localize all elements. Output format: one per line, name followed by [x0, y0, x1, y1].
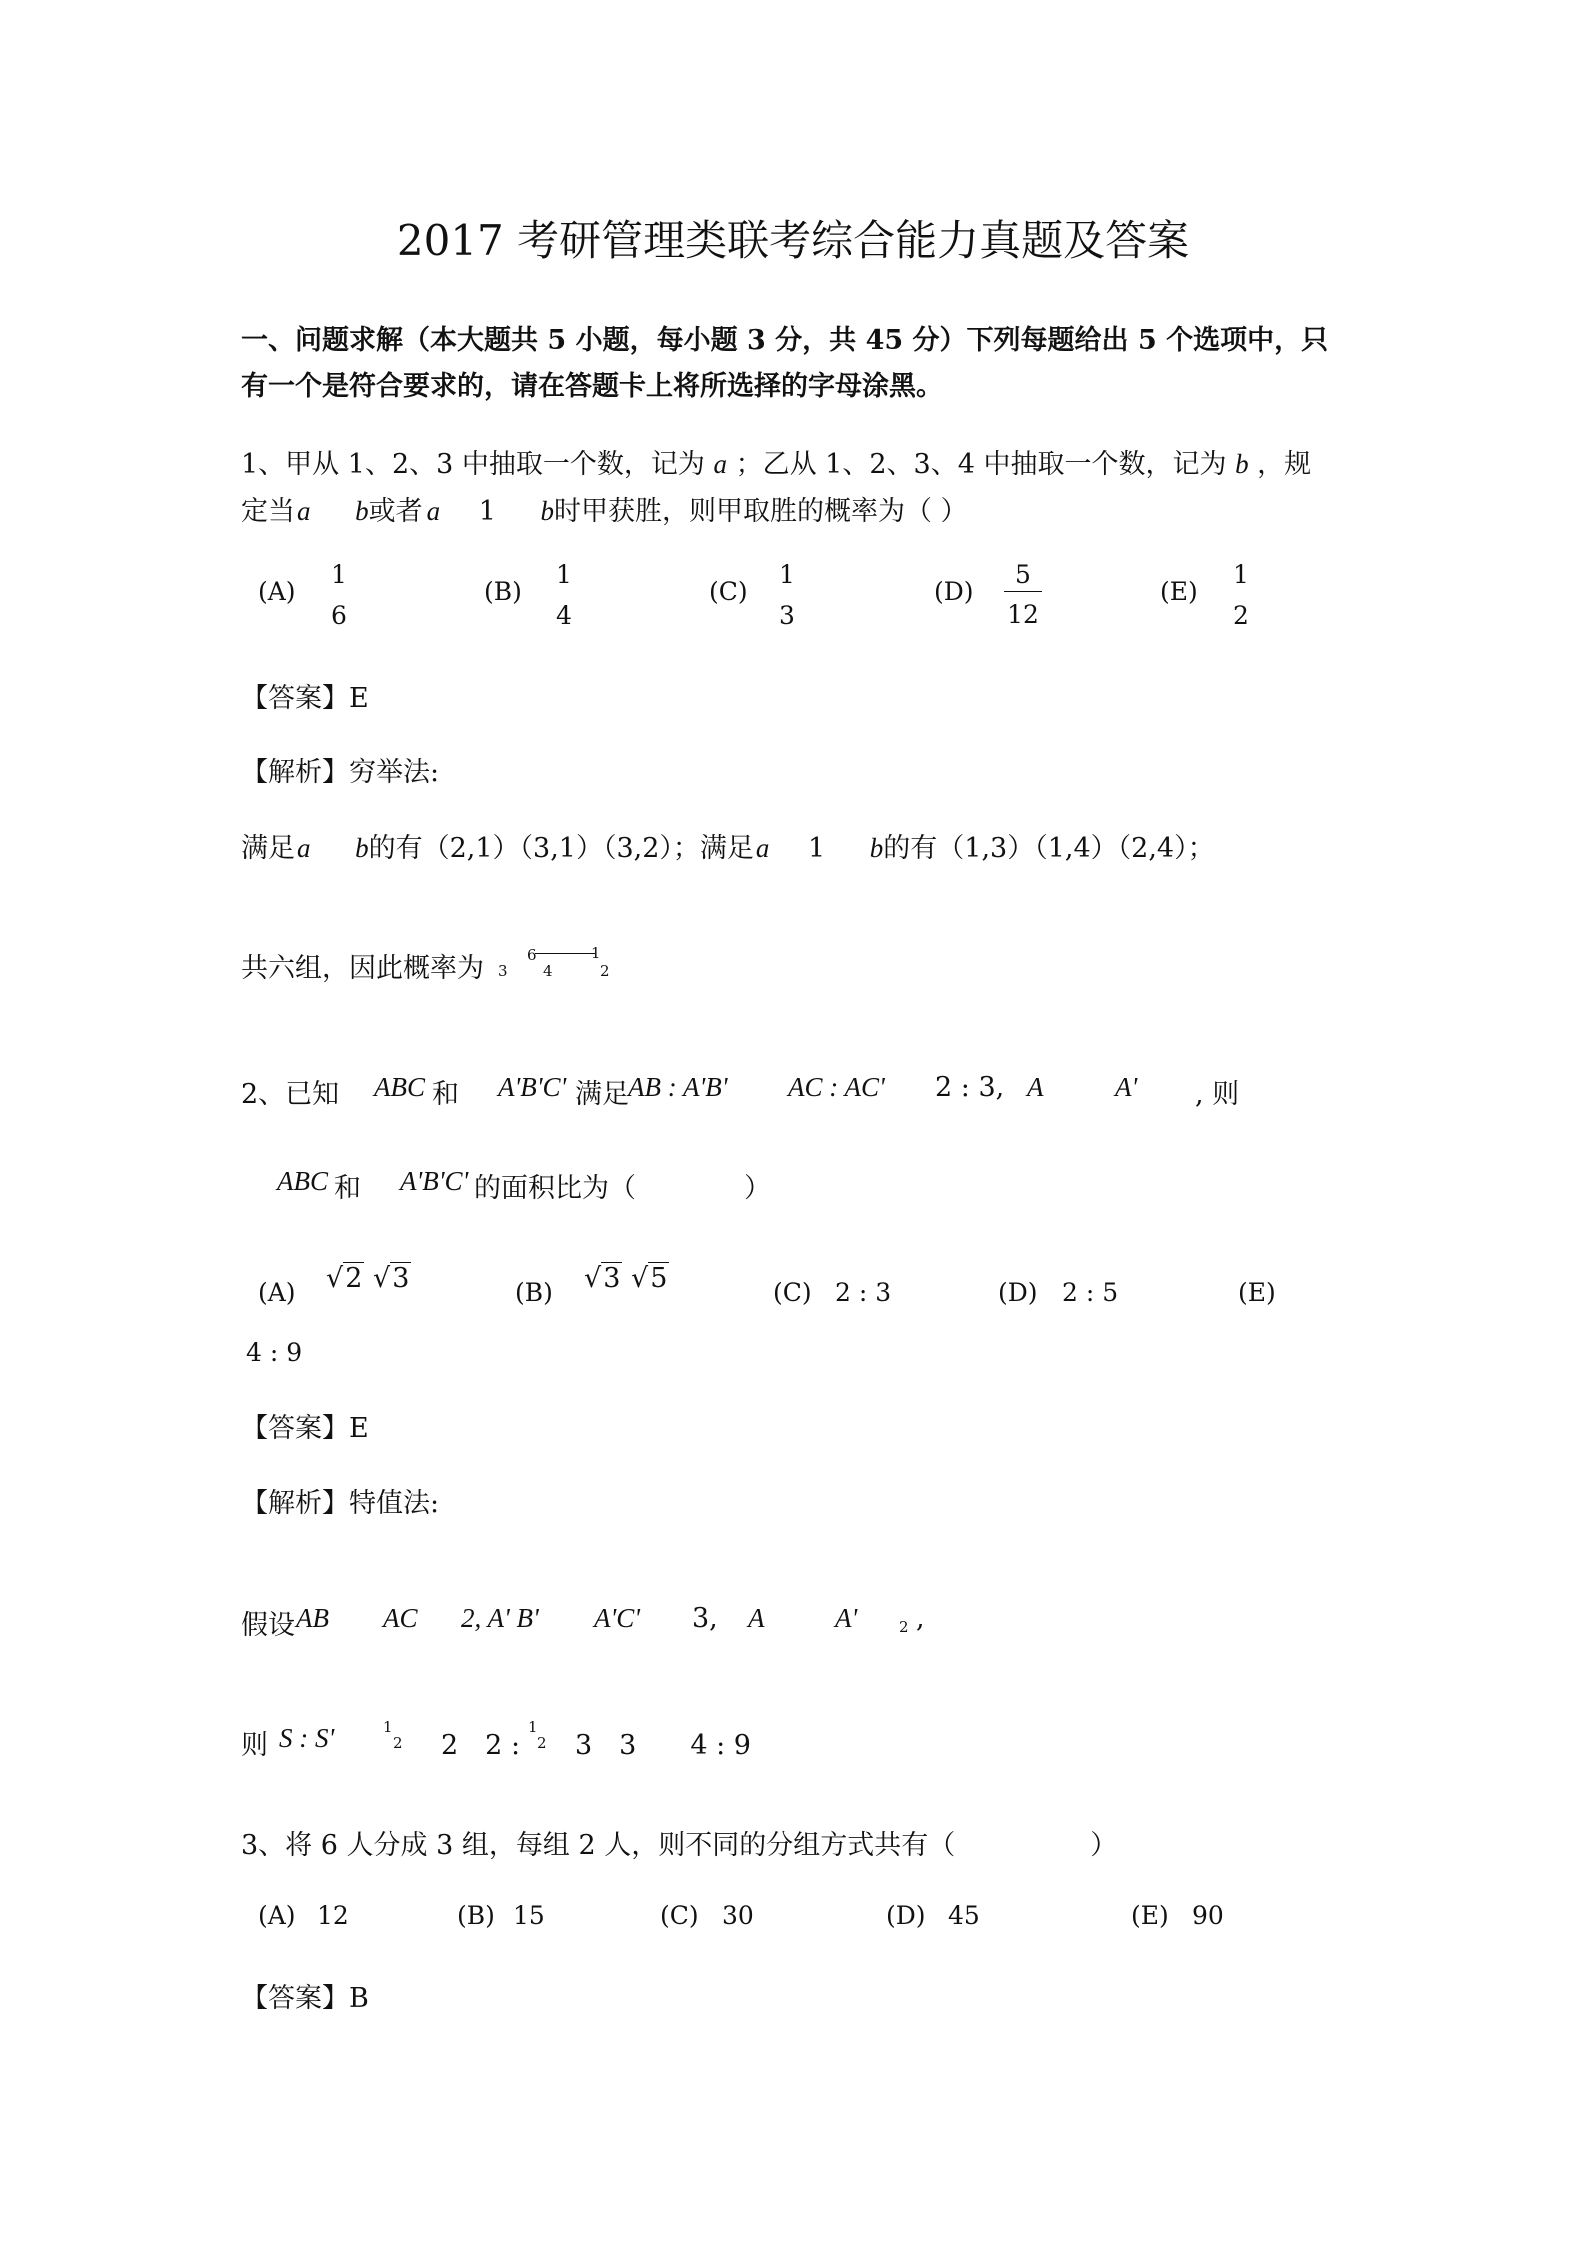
q3-option-a-value: 12 [317, 1901, 349, 1930]
q2-assume-angle-a: A [748, 1603, 765, 1633]
q2-assume-3: 3, [692, 1603, 718, 1634]
q2-option-b-value: √3 √5 [584, 1263, 668, 1294]
section-instructions-line2: 有一个是符合要求的，请在答题卡上将所选择的字母涂黑。 [241, 371, 943, 402]
q2-option-b-root1: 3 [603, 1263, 621, 1294]
q1-option-d-den: 12 [1007, 600, 1039, 629]
q3-option-d-label: (D) [886, 1901, 926, 1930]
q1-l2-or: 或者 [368, 496, 423, 527]
q1-option-a-label: (A) [258, 577, 296, 606]
q1-total-3: 3 [498, 962, 508, 980]
q1-var-a: a [713, 449, 727, 479]
q1-l2-one: 1 [478, 496, 496, 527]
q2-assume-comma: , [916, 1603, 925, 1634]
q1-text-c: ，规 [1257, 449, 1312, 480]
q2-option-b-root2: 5 [650, 1263, 668, 1294]
q1-total-pre: 共六组，因此概率为 [241, 953, 484, 984]
q1-option-a-num: 1 [331, 560, 347, 589]
q3-answer: 【答案】B [241, 1983, 369, 2014]
q3-option-b-value: 15 [513, 1901, 545, 1930]
q1-text-b: ；乙从 1、2、3、4 中抽取一个数，记为 [735, 449, 1227, 480]
q2-analysis-heading: 【解析】特值法: [241, 1488, 440, 1519]
q2-ratio-ac: AC : AC' [788, 1072, 885, 1102]
q1-analysis-heading: 【解析】穷举法: [241, 757, 440, 788]
q2-option-e-label: (E) [1238, 1278, 1276, 1307]
q1-sol-pre: 满足 [241, 833, 295, 864]
q1-option-d-label: (D) [934, 577, 974, 606]
q2-and: 和 [432, 1079, 459, 1110]
q1-total-1: 1 [591, 944, 601, 962]
q1-option-e-label: (E) [1160, 577, 1198, 606]
q2-then-half2-den: 2 [537, 1734, 547, 1752]
q2-assume-ac-prime: A'C' [594, 1603, 641, 1633]
q1-sol-a: a [297, 833, 311, 863]
q1-option-b-label: (B) [484, 577, 522, 606]
q2-option-d-value: 2 : 5 [1062, 1278, 1119, 1307]
page-title: 2017 考研管理类联考综合能力真题及答案 [396, 216, 1190, 265]
q1-option-c-num: 1 [779, 560, 795, 589]
q2-angle-a: A [1027, 1072, 1044, 1102]
q3-option-a-label: (A) [258, 1901, 296, 1930]
q2-assume-ac: AC [383, 1603, 418, 1633]
q2-option-a-value: √2 √3 [326, 1263, 410, 1294]
q2-then-half1-den: 2 [393, 1734, 403, 1752]
q2-assume-ab-prime: 2, A' B' [461, 1603, 539, 1633]
q3-option-b-label: (B) [457, 1901, 495, 1930]
q1-total-2: 2 [600, 962, 610, 980]
q2-then-pre: 则 [241, 1730, 268, 1761]
q2-then: , 则 [1195, 1079, 1240, 1110]
q1-option-e-fraction [1228, 560, 1254, 630]
q2-option-c-label: (C) [773, 1278, 812, 1307]
q1-stem-line1 [241, 442, 1311, 481]
q2-option-e-value: 4 : 9 [246, 1338, 303, 1367]
q2-option-a-label: (A) [258, 1278, 296, 1307]
q2-assume-ab: AB [296, 1603, 329, 1633]
q1-sol-b: b [355, 833, 369, 863]
q1-sol-b2: b [869, 833, 884, 863]
q3-stem: 3、将 6 人分成 3 组，每组 2 人，则不同的分组方式共有（ ） [241, 1830, 1118, 1861]
section-instructions-line1: 一、问题求解（本大题共 5 小题，每小题 3 分，共 45 分）下列每题给出 5 个选项中，只 [241, 325, 1329, 356]
q2-answer: 【答案】E [241, 1413, 369, 1444]
q1-option-a-fraction [326, 560, 352, 630]
q3-option-c-value: 30 [722, 1901, 754, 1930]
q2-line2-abc: ABC [277, 1166, 328, 1196]
q1-l2-b2: b [540, 496, 554, 526]
q1-option-d-num: 5 [1015, 560, 1031, 589]
q1-sol-list2: 的有（1,3）（1,4）（2,4）； [883, 833, 1215, 864]
q1-option-d-bar [1004, 591, 1042, 592]
q1-option-d-fraction [1004, 560, 1042, 629]
q2-ratio-ab: AB : A'B' [628, 1072, 728, 1102]
q2-assume-pre: 假设 [241, 1610, 295, 1641]
q2-prefix: 2、已知 [241, 1079, 340, 1110]
q2-triangle-abc: ABC [374, 1072, 425, 1102]
q3-option-e-label: (E) [1131, 1901, 1169, 1930]
q1-solution-line [241, 826, 1215, 865]
q1-l2-a2: a [426, 496, 441, 526]
q2-option-b-label: (B) [515, 1278, 553, 1307]
q2-then-half1-num: 1 [383, 1718, 393, 1736]
q2-line2-abc-prime: A'B'C' [400, 1166, 469, 1196]
q1-option-b-num: 1 [556, 560, 572, 589]
q2-satisfy: 满足 [575, 1079, 629, 1110]
q1-option-a-den: 6 [331, 601, 347, 630]
q2-assume-angle-a-prime: A' [835, 1603, 858, 1633]
q1-total-4: 4 [543, 962, 553, 980]
q1-option-b-fraction [551, 560, 577, 630]
q2-option-d-label: (D) [998, 1278, 1038, 1307]
q2-then-half2-num: 1 [528, 1718, 538, 1736]
q1-sol-one: 1 [808, 833, 826, 864]
q1-l2-a1: a [297, 496, 311, 526]
q2-angle-a-prime: A' [1115, 1072, 1138, 1102]
q1-option-e-den: 2 [1233, 601, 1249, 630]
q1-text-a: 1、甲从 1、2、3 中抽取一个数，记为 [241, 449, 705, 480]
q1-sol-list1: 的有（2,1）（3,1）（3,2）；满足 [368, 833, 754, 864]
q1-option-b-den: 4 [556, 601, 572, 630]
q1-option-c-label: (C) [709, 577, 748, 606]
q1-var-b: b [1235, 449, 1249, 479]
q1-total-6: 6 [527, 946, 537, 964]
q1-l2-post: 时甲获胜，则甲取胜的概率为（ ） [553, 496, 968, 527]
q2-assume-small: 2 [899, 1618, 909, 1636]
q1-stem-line2 [241, 489, 968, 528]
q2-ratio-value: 2 : 3, [935, 1072, 1005, 1103]
q1-l2-b1: b [355, 496, 369, 526]
q1-total-line [241, 946, 484, 985]
q2-option-a-root2: 3 [392, 1263, 410, 1294]
q2-line2-and: 和 [334, 1173, 361, 1204]
q2-then-result: 3 3 4 : 9 [575, 1730, 751, 1761]
q3-option-d-value: 45 [948, 1901, 980, 1930]
q1-sol-a2: a [755, 833, 770, 863]
q1-total-bar [535, 953, 595, 954]
q3-option-c-label: (C) [660, 1901, 699, 1930]
q2-then-area-ratio: S : S' [279, 1723, 335, 1753]
q2-line2-post: 的面积比为（ ） [474, 1173, 771, 1204]
q2-triangle-abc-prime: A'B'C' [498, 1072, 567, 1102]
q1-option-e-num: 1 [1233, 560, 1249, 589]
q2-option-a-root1: 2 [345, 1263, 363, 1294]
q3-option-e-value: 90 [1192, 1901, 1224, 1930]
q2-option-c-value: 2 : 3 [835, 1278, 892, 1307]
q1-option-c-den: 3 [779, 601, 795, 630]
q1-answer: 【答案】E [241, 683, 369, 714]
q1-l2-pre: 定当 [241, 496, 295, 527]
q2-then-22: 2 2 : [441, 1730, 521, 1761]
q1-option-c-fraction [774, 560, 800, 630]
